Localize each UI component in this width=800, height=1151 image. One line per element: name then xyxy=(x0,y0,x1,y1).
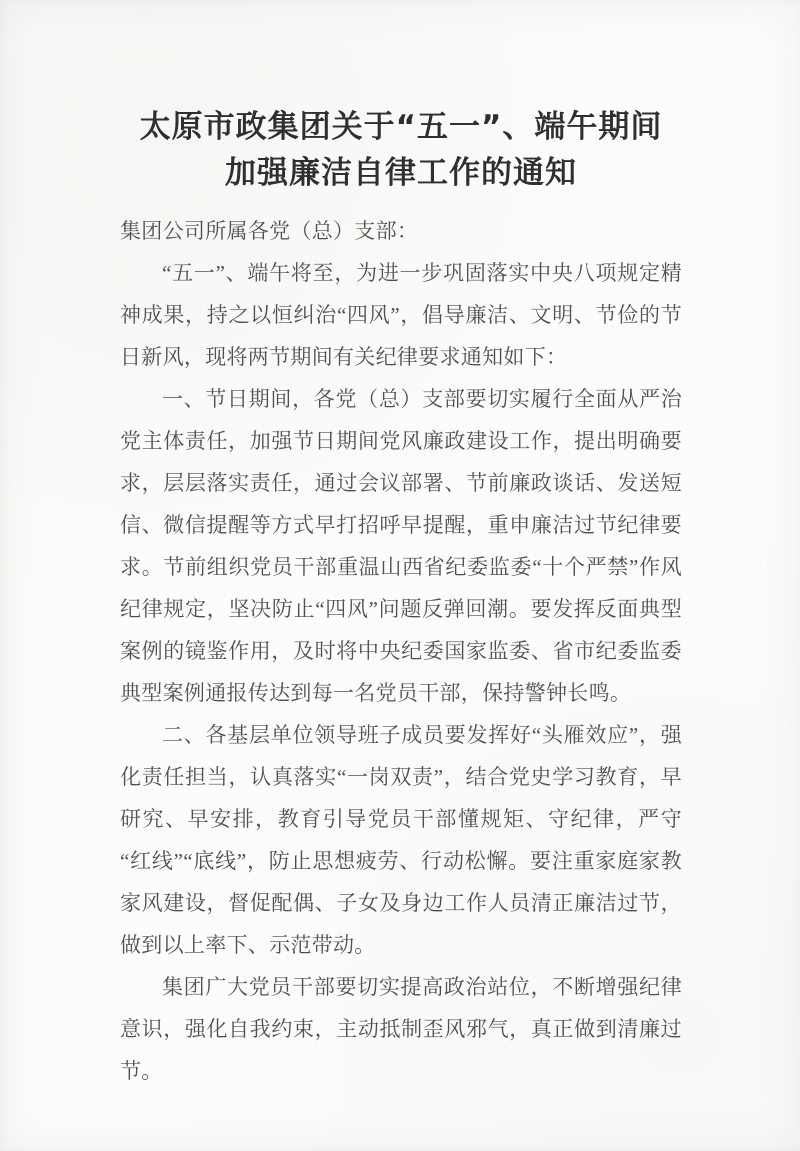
paragraph-item-1: 一、节日期间，各党（总）支部要切实履行全面从严治党主体责任，加强节日期间党风廉政建设工作，提出明确要求，层层落实责任，通过会议部署、节前廉政谈话、发送短信、微信提醒等方式早打招呼早提醒，重申廉洁过节纪律要求。节前组织党员干部重温山西省纪委监委“十个严禁”作风纪律规定，坚决防止“四风”问题反弹回潮。要发挥反面典型案例的镜鉴作用，及时将中央纪委国家监委、省市纪委监委典型案例通报传达到每一名党员干部，保持警钟长鸣。 xyxy=(120,387,682,705)
document-body xyxy=(120,210,682,1092)
paragraph-item-2: 二、各基层单位领导班子成员要发挥好“头雁效应”，强化责任担当，认真落实“一岗双责”，结合党史学习教育，早研究、早安排，教育引导党员干部懂规矩、守纪律，严守“红线”“底线”，防止思想疲劳、行动松懈。要注重家庭家教家风建设，督促配偶、子女及身边工作人员清正廉洁过节，做到以上率下、示范带动。 xyxy=(120,723,682,957)
salutation-line: 集团公司所属各党（总）支部： xyxy=(120,219,419,243)
paragraph-intro: “五一”、端午将至，为进一步巩固落实中央八项规定精神成果，持之以恒纠治“四风”，倡导廉洁、文明、节俭的节日新风，现将两节期间有关纪律要求通知如下： xyxy=(120,261,682,369)
paragraph-closing: 集团广大党员干部要切实提高政治站位，不断增强纪律意识，强化自我约束，主动抵制歪风邪气，真正做到清廉过节。 xyxy=(120,975,682,1083)
title-line-1: 太原市政集团关于“五一”、端午期间 xyxy=(139,109,663,145)
document-content xyxy=(120,104,682,1092)
document-title xyxy=(120,104,682,196)
title-line-2: 加强廉洁自律工作的通知 xyxy=(225,155,577,191)
